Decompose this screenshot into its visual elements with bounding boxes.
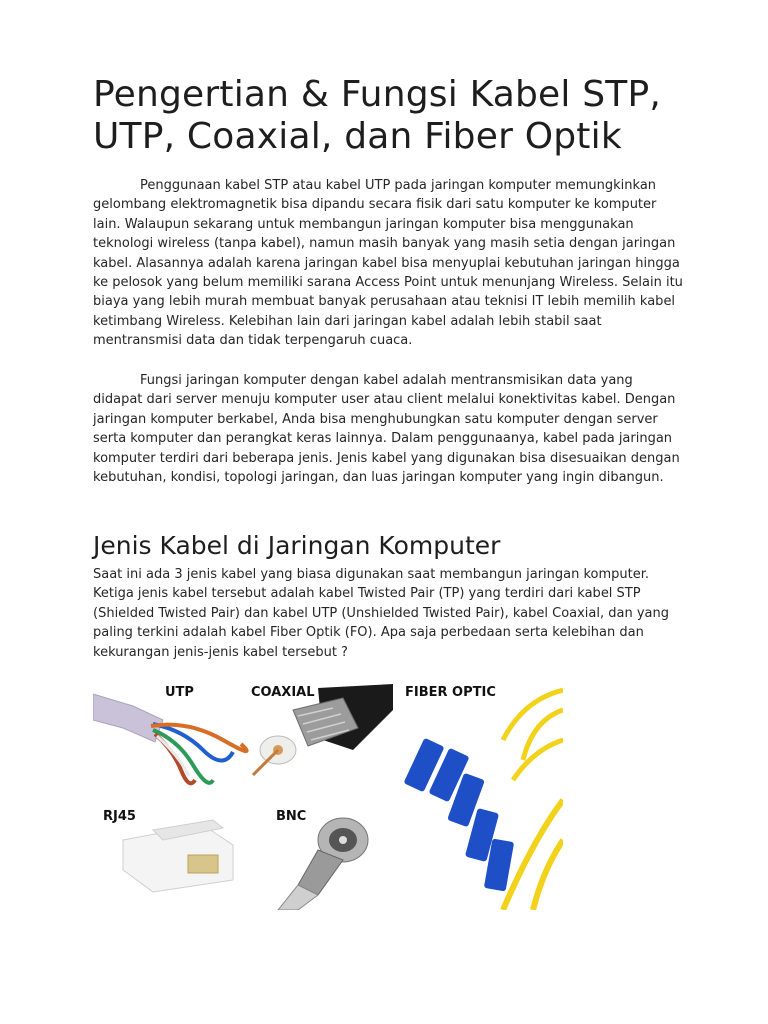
paragraph-cable-types: Saat ini ada 3 jenis kabel yang biasa digunakan saat membangun jaringan komputer. Ketiga jenis kabel tersebut adalah kabel Twisted Pair (TP) yang terdiri dari kabel STP (Shielded Twisted Pair) dan kabel UTP (Unshielded Twisted Pair), kabel Coaxial, dan yang paling terkini adalah kabel Fiber Optik (FO). Apa saja perbedaan serta kelebihan dan kekurangan jenis-jenis kabel tersebut ?	[93, 567, 670, 660]
section-heading: Jenis Kabel di Jaringan Komputer	[93, 531, 501, 560]
page-title: Pengertian & Fungsi Kabel STP, UTP, Coaxial, dan Fiber Optik	[93, 74, 662, 157]
paragraph-intro	[93, 176, 683, 351]
rj45-label: RJ45	[103, 809, 136, 824]
fiber-optic-label: FIBER OPTIC	[405, 685, 496, 700]
coaxial-label: COAXIAL	[251, 685, 315, 700]
rj45-connector-image	[123, 820, 233, 892]
cable-illustration	[93, 680, 563, 910]
bnc-label: BNC	[276, 809, 307, 824]
utp-label: UTP	[165, 685, 194, 700]
paragraph-intro-text: Penggunaan kabel STP atau kabel UTP pada jaringan komputer memungkinkan gelombang elektromagnetik bisa dipandu secara fisik dari satu komputer ke komputer lain. Walaupun sekarang untuk membangun jaringan komputer bisa menggunakan teknologi wireless (tanpa kabel), namun masih banyak yang masih setia dengan jaringan kabel. Alasannya adalah karena jaringan kabel bisa menyuplai kebutuhan jaringan hingga ke pelosok yang belum memiliki sarana Access Point untuk menunjang Wireless. Selain itu biaya yang lebih murah membuat banyak perusahaan atau teknisi IT lebih memilih kabel ketimbang Wireless. Kelebihan lain dari jaringan kabel adalah lebih stabil saat mentransmisi data dan tidak terpengaruh cuaca.	[93, 178, 683, 349]
paragraph-function-text: Fungsi jaringan komputer dengan kabel adalah mentransmisikan data yang didapat dari server menuju komputer user atau client melalui konektivitas kabel. Dengan jaringan komputer berkabel, Anda bisa menghubungkan satu komputer dengan server serta komputer dan perangkat keras lainnya. Dalam penggunaanya, kabel pada jaringan komputer terdiri dari beberapa jenis. Jenis kabel yang digunakan bisa disesuaikan dengan kebutuhan, kondisi, topologi jaringan, dan luas jaringan komputer yang ingin dibangun.	[93, 373, 680, 486]
utp-cable-image	[93, 694, 247, 783]
paragraph-function	[93, 371, 683, 487]
cable-types-figure	[93, 680, 563, 910]
bnc-connector-image	[278, 818, 368, 910]
fiber-optic-image	[398, 680, 563, 910]
